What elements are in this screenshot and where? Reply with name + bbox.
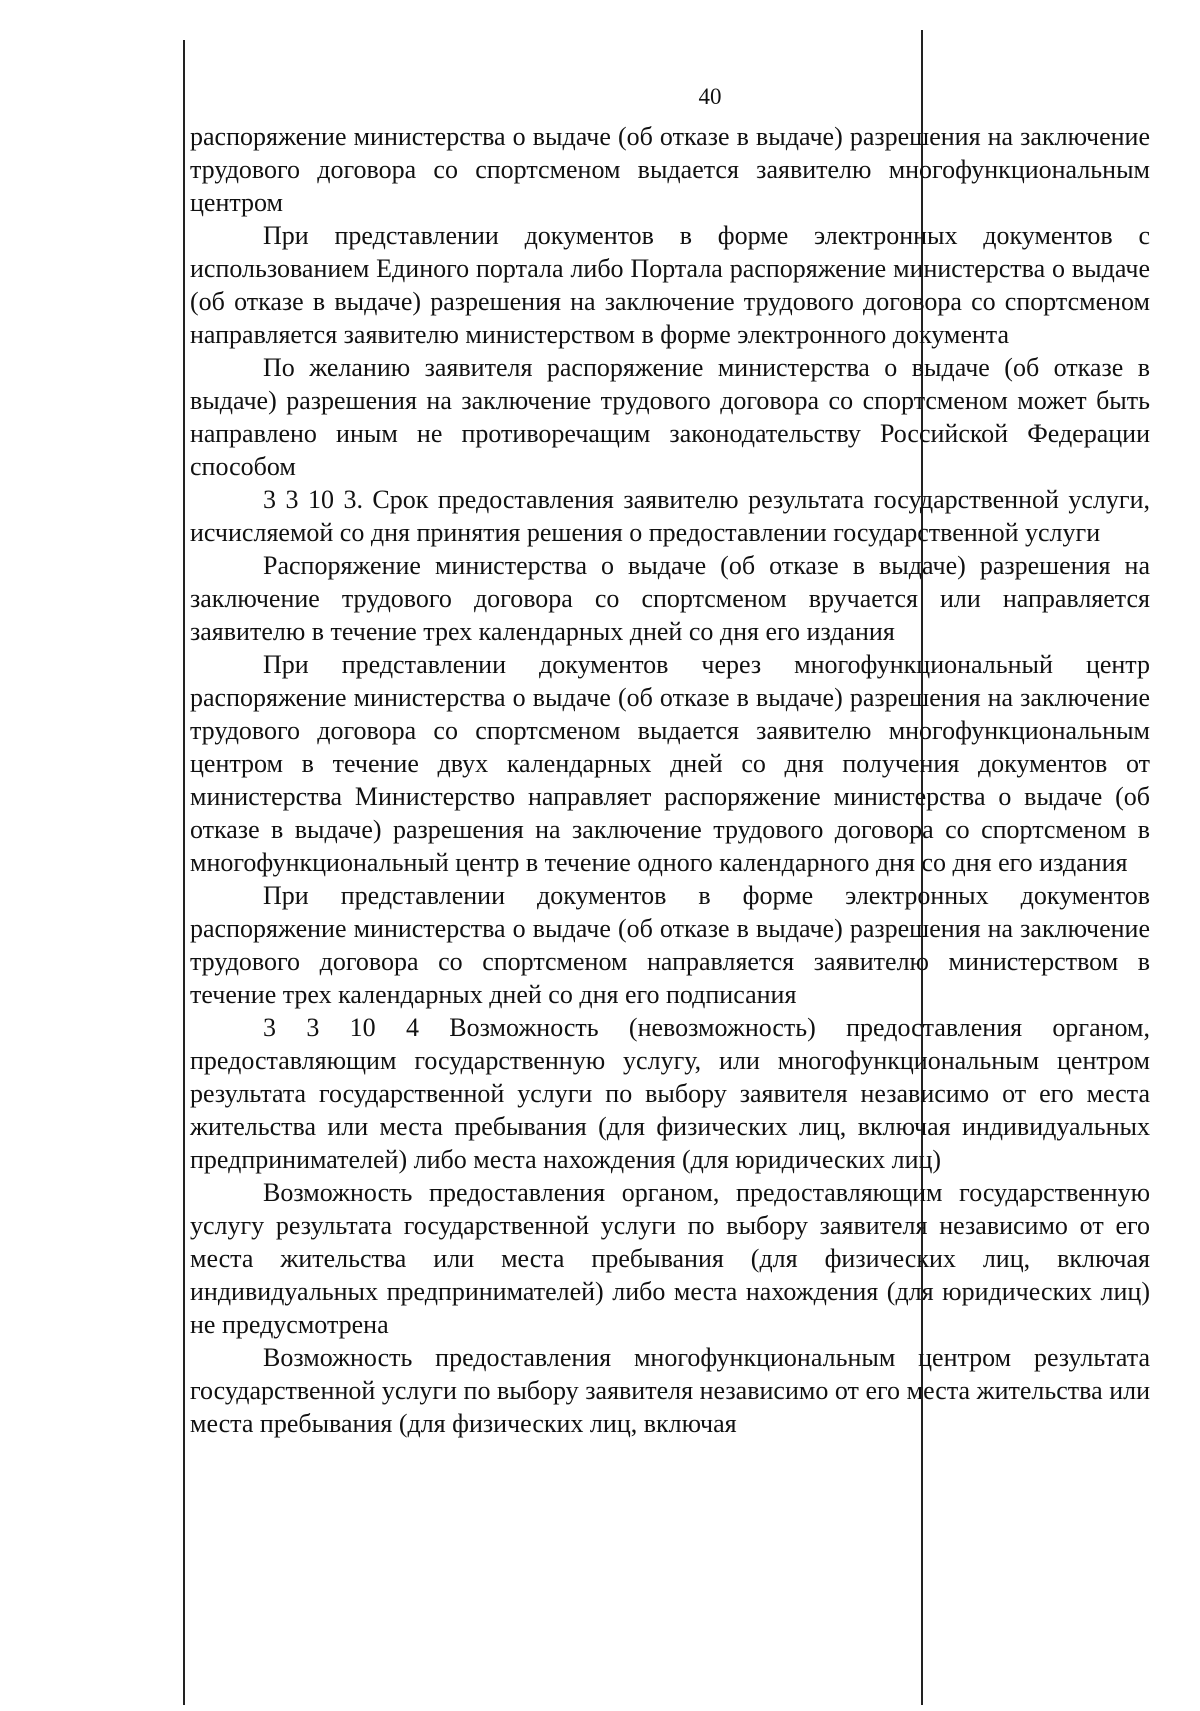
paragraph: Возможность предоставления органом, предоставляющим государственную услугу результата государственной услуги по выбору заявителя независимо от его места жительства или места пребывания (для физических лиц, включая индивидуальных предпринимателей) либо места нахождения (для юридических лиц) не предусмотрена	[190, 1178, 1150, 1339]
paragraph: По желанию заявителя распоряжение министерства о выдаче (об отказе в выдаче) разрешения на заключение трудового договора со спортсменом может быть направлено иным не противоречащим законодательству Российской Федерации способом	[190, 353, 1150, 481]
section-heading-3-3-10-3: 3 3 10 3. Срок предоставления заявителю результата государственной услуги, исчисляемой со дня принятия решения о предоставлении государственной услуги	[190, 485, 1150, 547]
section-heading-3-3-10-4: 3 3 10 4 Возможность (невозможность) предоставления органом, предоставляющим государственную услугу, или многофункциональным центром результата государственной услуги по выбору заявителя независимо от его места жительства или места пребывания (для физических лиц, включая индивидуальных предпринимателей) либо места нахождения (для юридических лиц)	[190, 1013, 1150, 1174]
paragraph: Распоряжение министерства о выдаче (об отказе в выдаче) разрешения на заключение трудового договора со спортсменом вручается или направляется заявителю в течение трех календарных дней со дня его издания	[190, 551, 1150, 646]
paragraph: распоряжение министерства о выдаче (об отказе в выдаче) разрешения на заключение трудового договора со спортсменом выдается заявителю многофункциональным центром	[190, 122, 1150, 217]
paragraph: Возможность предоставления многофункциональным центром результата государственной услуги по выбору заявителя независимо от его места жительства или места пребывания (для физических лиц, включая	[190, 1343, 1150, 1438]
paragraph: При представлении документов в форме электронных документов распоряжение министерства о выдаче (об отказе в выдаче) разрешения на заключение трудового договора со спортсменом направляется заявителю министерством в течение трех календарных дней со дня его подписания	[190, 881, 1150, 1009]
paragraph: При представлении документов через многофункциональный центр распоряжение министерства о выдаче (об отказе в выдаче) разрешения на заключение трудового договора со спортсменом выдается заявителю многофункциональным центром в течение двух календарных дней со дня получения документов от министерства Министерство направляет распоряжение министерства о выдаче (об отказе в выдаче) разрешения на заключение трудового договора со спортсменом в многофункциональный центр в течение одного календарного дня со дня его издания	[190, 650, 1150, 877]
scan-artifact-left-line	[183, 40, 185, 1705]
document-body	[190, 120, 1150, 1440]
page-number: 40	[698, 84, 722, 109]
paragraph: При представлении документов в форме электронных документов с использованием Единого портала либо Портала распоряжение министерства о выдаче (об отказе в выдаче) разрешения на заключение трудового договора со спортсменом направляется заявителю министерством в форме электронного документа	[190, 221, 1150, 349]
